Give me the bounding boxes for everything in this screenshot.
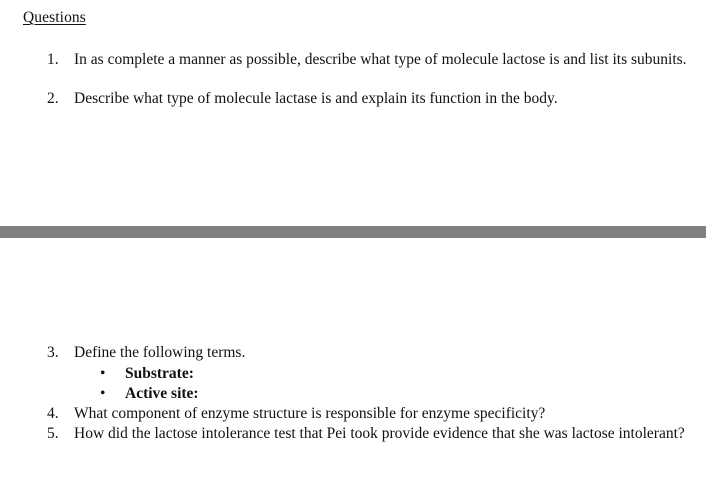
question-number: 3. [47, 344, 59, 361]
section-divider [0, 226, 706, 238]
term-active-site [100, 384, 199, 403]
question-number: 5. [47, 425, 59, 442]
bullet-icon: • [100, 365, 106, 382]
question-text: How did the lactose intolerance test that Pei took provide evidence that she was lactose intolerant? [74, 425, 685, 442]
question-1 [47, 50, 687, 69]
question-5 [47, 424, 687, 443]
question-number: 1. [47, 51, 59, 68]
question-text: In as complete a manner as possible, describe what type of molecule lactose is and list its subunits. [74, 51, 687, 68]
term-label: Active site: [125, 385, 199, 402]
section-heading: Questions [23, 9, 86, 26]
question-text: Describe what type of molecule lactase is and explain its function in the body. [74, 90, 558, 107]
question-text: What component of enzyme structure is responsible for enzyme specificity? [74, 405, 546, 422]
question-number: 4. [47, 405, 59, 422]
term-label: Substrate: [125, 365, 194, 382]
question-text: Define the following terms. [74, 344, 246, 361]
term-substrate [100, 364, 194, 383]
question-4 [47, 404, 687, 423]
bullet-icon: • [100, 385, 106, 402]
question-number: 2. [47, 90, 59, 107]
question-3 [47, 343, 687, 362]
question-2 [47, 89, 687, 108]
